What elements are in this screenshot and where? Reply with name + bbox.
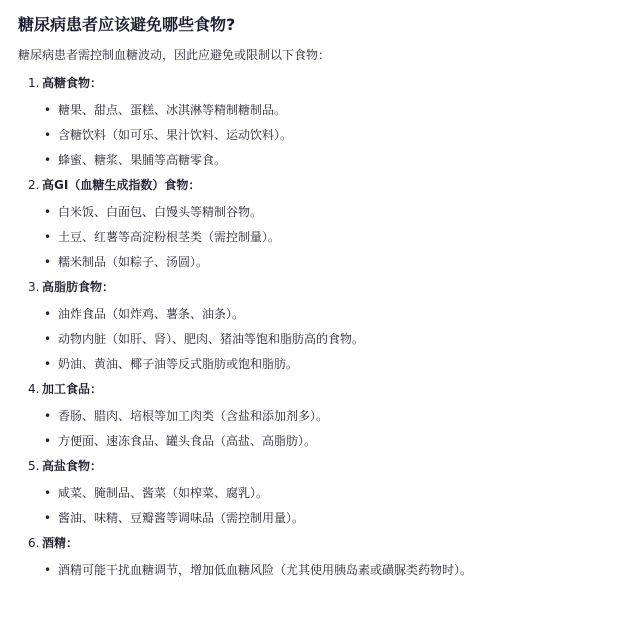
- list-item: [44, 561, 602, 579]
- section-item-list: [18, 203, 602, 271]
- section-heading: [28, 176, 602, 194]
- list-item-text: 香肠、腊肉、培根等加工肉类（含盐和添加剂多）。: [58, 409, 329, 423]
- section-number: 3.: [28, 280, 40, 294]
- food-section: [18, 278, 602, 373]
- section-item-list: [18, 101, 602, 169]
- section-heading-label: 高GI（血糖生成指数）食物：: [42, 178, 201, 192]
- list-item: [44, 484, 602, 502]
- section-number: 2.: [28, 178, 40, 192]
- bullet-icon: •: [44, 153, 52, 167]
- list-item-text: 蜂蜜、糖浆、果脯等高糖零食。: [58, 153, 227, 167]
- list-item-text: 方便面、速冻食品、罐头食品（高盐、高脂肪）。: [58, 434, 317, 448]
- list-item: [44, 101, 602, 119]
- section-heading-label: 高脂肪食物：: [42, 280, 115, 294]
- bullet-icon: •: [44, 307, 52, 321]
- section-item-list: [18, 305, 602, 373]
- section-heading-label: 高糖食物：: [42, 76, 103, 90]
- section-number: 5.: [28, 459, 40, 473]
- bullet-icon: •: [44, 409, 52, 423]
- list-item: [44, 330, 602, 348]
- section-number: 6.: [28, 536, 40, 550]
- section-number: 1.: [28, 76, 40, 90]
- section-heading: [28, 457, 602, 475]
- list-item: [44, 509, 602, 527]
- section-heading: [28, 74, 602, 92]
- list-item-text: 土豆、红薯等高淀粉根茎类（需控制量）。: [58, 230, 281, 244]
- list-item-text: 动物内脏（如肝、肾）、肥肉、猪油等饱和脂肪高的食物。: [58, 332, 365, 346]
- bullet-icon: •: [44, 205, 52, 219]
- section-number: 4.: [28, 382, 40, 396]
- list-item-text: 白米饭、白面包、白馒头等精制谷物。: [58, 205, 263, 219]
- section-heading-label: 酒精：: [42, 536, 79, 550]
- page-title: 糖尿病患者应该避免哪些食物?: [18, 15, 236, 34]
- food-section: [18, 457, 602, 527]
- section-heading-label: 高盐食物：: [42, 459, 103, 473]
- intro-text: 糖尿病患者需控制血糖波动，因此应避免或限制以下食物：: [18, 48, 331, 62]
- section-item-list: [18, 407, 602, 450]
- bullet-icon: •: [44, 230, 52, 244]
- list-item: [44, 253, 602, 271]
- list-item-text: 酒精可能干扰血糖调节，增加低血糖风险（尤其使用胰岛素或磺脲类药物时）。: [58, 563, 473, 577]
- bullet-icon: •: [44, 511, 52, 525]
- bullet-icon: •: [44, 103, 52, 117]
- food-section: [18, 534, 602, 579]
- list-item-text: 糯米制品（如粽子、汤圆）。: [58, 255, 209, 269]
- bullet-icon: •: [44, 128, 52, 142]
- list-item-text: 奶油、黄油、椰子油等反式脂肪或饱和脂肪。: [58, 357, 299, 371]
- list-item: [44, 407, 602, 425]
- bullet-icon: •: [44, 255, 52, 269]
- list-item: [44, 228, 602, 246]
- food-section: [18, 380, 602, 450]
- list-item: [44, 203, 602, 221]
- bullet-icon: •: [44, 563, 52, 577]
- section-heading: [28, 534, 602, 552]
- food-section: [18, 176, 602, 271]
- food-sections: [18, 74, 602, 579]
- list-item-text: 含糖饮料（如可乐、果汁饮料、运动饮料）。: [58, 128, 293, 142]
- section-item-list: [18, 561, 602, 579]
- list-item-text: 酱油、味精、豆瓣酱等调味品（需控制用量）。: [58, 511, 305, 525]
- bullet-icon: •: [44, 434, 52, 448]
- list-item: [44, 432, 602, 450]
- bullet-icon: •: [44, 332, 52, 346]
- section-heading: [28, 278, 602, 296]
- bullet-icon: •: [44, 357, 52, 371]
- section-heading: [28, 380, 602, 398]
- bullet-icon: •: [44, 486, 52, 500]
- section-heading-label: 加工食品：: [42, 382, 103, 396]
- list-item: [44, 126, 602, 144]
- list-item-text: 油炸食品（如炸鸡、薯条、油条）。: [58, 307, 245, 321]
- section-item-list: [18, 484, 602, 527]
- list-item: [44, 305, 602, 323]
- food-section: [18, 74, 602, 169]
- list-item-text: 咸菜、腌制品、酱菜（如榨菜、腐乳）。: [58, 486, 269, 500]
- list-item: [44, 355, 602, 373]
- list-item-text: 糖果、甜点、蛋糕、冰淇淋等精制糖制品。: [58, 103, 287, 117]
- list-item: [44, 151, 602, 169]
